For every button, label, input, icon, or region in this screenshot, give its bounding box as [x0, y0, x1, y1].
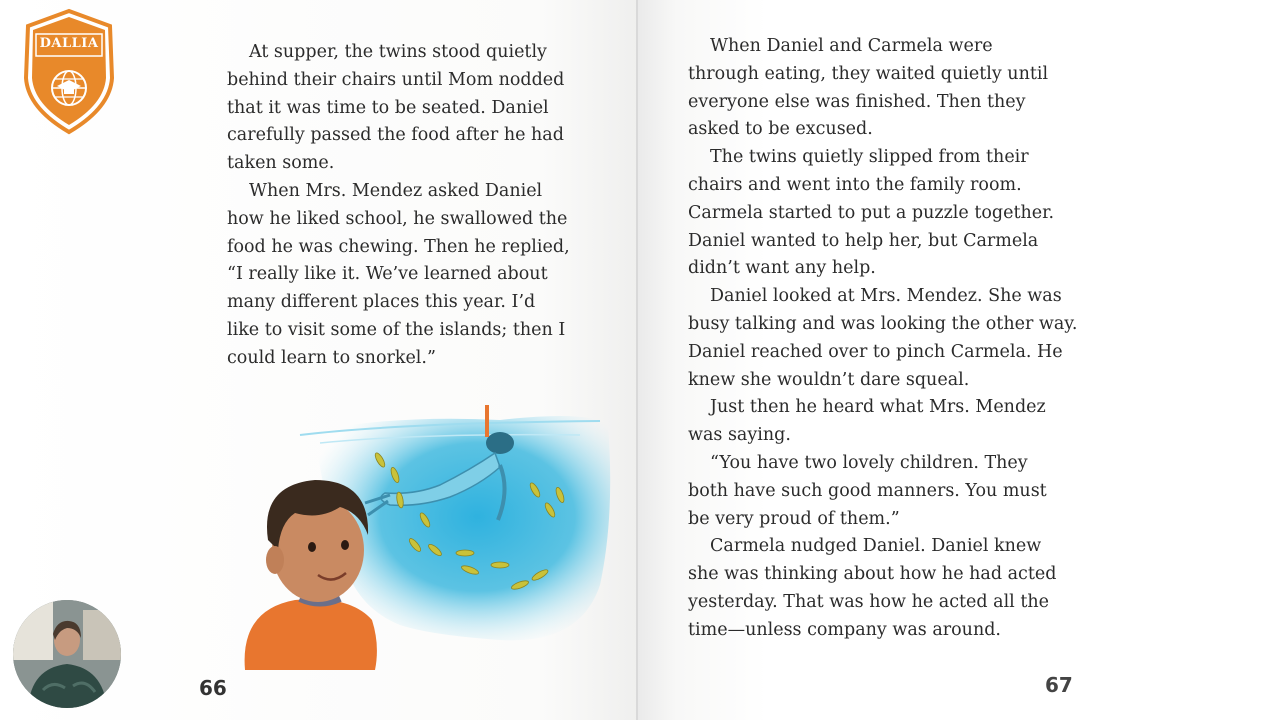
paragraph [688, 394, 1078, 450]
text-line: food he was chewing. Then he replied, [227, 236, 570, 257]
paragraph [688, 533, 1078, 644]
text-line: Daniel looked at Mrs. Mendez. She was [710, 286, 1062, 307]
text-line: knew she wouldn’t dare squeal. [688, 369, 970, 390]
paragraph [688, 33, 1078, 144]
page-number-right: 67 [1045, 673, 1073, 697]
paragraph [688, 450, 1078, 533]
text-line: Daniel wanted to help her, but Carmela [688, 230, 1039, 251]
text-line: busy talking and was looking the other way. [688, 313, 1078, 334]
text-line: didn’t want any help. [688, 258, 876, 279]
text-line: Just then he heard what Mrs. Mendez [710, 397, 1046, 418]
book-gutter [636, 0, 638, 720]
text-line: that it was time to be seated. Daniel [227, 97, 549, 118]
paragraph [227, 39, 587, 178]
paragraph [688, 144, 1078, 283]
text-line: time—unless company was around. [688, 619, 1001, 640]
page-number-left: 66 [199, 676, 227, 700]
text-line: both have such good manners. You must [688, 480, 1047, 501]
text-line: everyone else was finished. Then they [688, 91, 1026, 112]
text-line: be very proud of them.” [688, 508, 900, 529]
text-line: At supper, the twins stood quietly [249, 42, 547, 62]
boy-daydreaming-snorkel-illustration-icon [200, 395, 620, 670]
presenter-webcam-icon [13, 600, 121, 708]
text-line: was saying. [688, 425, 791, 446]
paragraph [227, 178, 587, 373]
text-line: When Daniel and Carmela were [710, 36, 993, 56]
text-line: Carmela started to put a puzzle together. [688, 202, 1055, 223]
text-line: The twins quietly slipped from their [710, 147, 1029, 168]
text-line: could learn to snorkel.” [227, 347, 436, 368]
text-line: she was thinking about how he had acted [688, 564, 1057, 585]
text-line: many different places this year. I’d [227, 292, 536, 313]
right-page-text [688, 33, 1078, 645]
text-line: When Mrs. Mendez asked Daniel [249, 180, 543, 201]
text-line: “You have two lovely children. They [710, 452, 1028, 473]
text-line: carefully passed the food after he had [227, 125, 564, 146]
dallia-logo [20, 8, 118, 136]
logo-text: DALLIA [39, 36, 99, 51]
text-line: asked to be excused. [688, 119, 873, 140]
text-line: Daniel reached over to pinch Carmela. He [688, 341, 1063, 362]
text-line: Carmela nudged Daniel. Daniel knew [710, 536, 1042, 557]
text-line: how he liked school, he swallowed the [227, 208, 568, 229]
snorkel-illustration [200, 395, 620, 670]
text-line: taken some. [227, 153, 335, 174]
text-line: chairs and went into the family room. [688, 174, 1022, 195]
left-page-text [227, 39, 587, 373]
text-line: through eating, they waited quietly until [688, 63, 1049, 84]
text-line: behind their chairs until Mom nodded [227, 69, 565, 90]
paragraph [688, 283, 1078, 394]
presenter-webcam [13, 600, 121, 708]
shield-logo-icon [20, 8, 118, 136]
text-line: “I really like it. We’ve learned about [227, 264, 548, 285]
text-line: like to visit some of the islands; then I [227, 319, 566, 340]
text-line: yesterday. That was how he acted all the [688, 591, 1050, 612]
